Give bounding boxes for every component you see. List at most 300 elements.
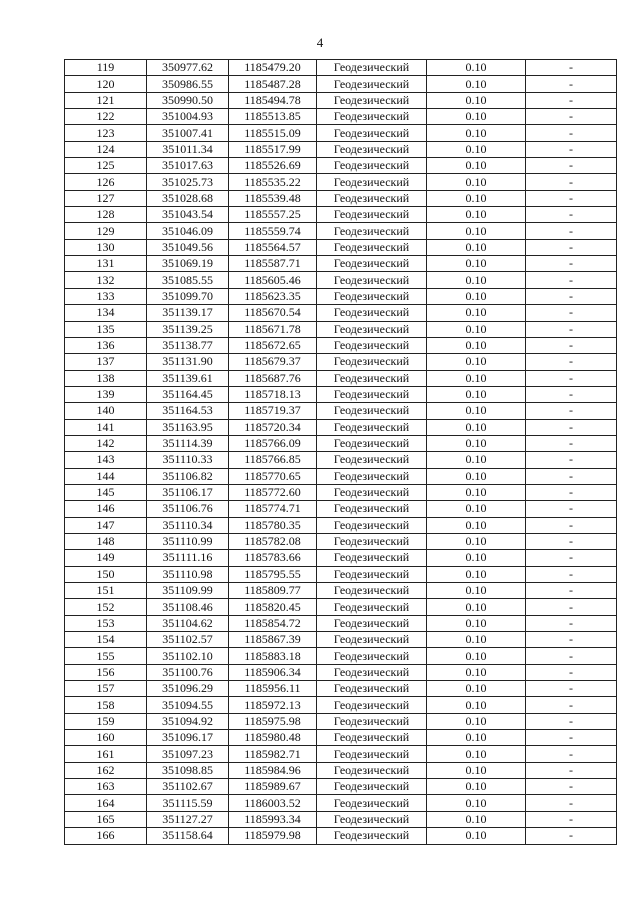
x-coordinate-cell: 351004.93 [147,109,229,125]
method-cell: Геодезический [317,158,427,174]
point-number-cell: 129 [65,223,147,239]
method-cell: Геодезический [317,484,427,500]
point-number-cell: 135 [65,321,147,337]
x-coordinate-cell: 351017.63 [147,158,229,174]
method-cell: Геодезический [317,550,427,566]
point-number-cell: 126 [65,174,147,190]
point-number-cell: 162 [65,762,147,778]
table-row [65,681,617,697]
method-cell: Геодезический [317,468,427,484]
x-coordinate-cell: 351138.77 [147,337,229,353]
table-row [65,468,617,484]
y-coordinate-cell: 1185782.08 [229,533,317,549]
description-cell: - [526,762,617,778]
point-number-cell: 142 [65,435,147,451]
table-row [65,713,617,729]
x-coordinate-cell: 350977.62 [147,60,229,76]
point-number-cell: 155 [65,648,147,664]
table-row [65,419,617,435]
accuracy-cell: 0.10 [427,730,526,746]
accuracy-cell: 0.10 [427,76,526,92]
description-cell: - [526,272,617,288]
description-cell: - [526,386,617,402]
accuracy-cell: 0.10 [427,272,526,288]
x-coordinate-cell: 351102.67 [147,779,229,795]
x-coordinate-cell: 351163.95 [147,419,229,435]
method-cell: Геодезический [317,599,427,615]
table-row [65,599,617,615]
x-coordinate-cell: 351094.92 [147,713,229,729]
method-cell: Геодезический [317,174,427,190]
description-cell: - [526,632,617,648]
table-row [65,223,617,239]
x-coordinate-cell: 351114.39 [147,435,229,451]
table-row [65,615,617,631]
description-cell: - [526,795,617,811]
description-cell: - [526,746,617,762]
point-number-cell: 119 [65,60,147,76]
y-coordinate-cell: 1185494.78 [229,92,317,108]
method-cell: Геодезический [317,730,427,746]
table-row [65,305,617,321]
x-coordinate-cell: 351110.99 [147,533,229,549]
y-coordinate-cell: 1185980.48 [229,730,317,746]
method-cell: Геодезический [317,795,427,811]
x-coordinate-cell: 351043.54 [147,207,229,223]
accuracy-cell: 0.10 [427,435,526,451]
point-number-cell: 156 [65,664,147,680]
description-cell: - [526,648,617,664]
accuracy-cell: 0.10 [427,174,526,190]
coordinates-table-body [65,60,617,845]
point-number-cell: 152 [65,599,147,615]
method-cell: Геодезический [317,321,427,337]
method-cell: Геодезический [317,370,427,386]
method-cell: Геодезический [317,239,427,255]
accuracy-cell: 0.10 [427,615,526,631]
x-coordinate-cell: 351011.34 [147,141,229,157]
coordinates-table [64,59,617,845]
point-number-cell: 144 [65,468,147,484]
accuracy-cell: 0.10 [427,452,526,468]
description-cell: - [526,305,617,321]
method-cell: Геодезический [317,223,427,239]
method-cell: Геодезический [317,386,427,402]
accuracy-cell: 0.10 [427,566,526,582]
method-cell: Геодезический [317,419,427,435]
description-cell: - [526,583,617,599]
method-cell: Геодезический [317,207,427,223]
method-cell: Геодезический [317,501,427,517]
point-number-cell: 141 [65,419,147,435]
x-coordinate-cell: 351108.46 [147,599,229,615]
point-number-cell: 151 [65,583,147,599]
x-coordinate-cell: 351099.70 [147,288,229,304]
y-coordinate-cell: 1185772.60 [229,484,317,500]
description-cell: - [526,681,617,697]
x-coordinate-cell: 351097.23 [147,746,229,762]
method-cell: Геодезический [317,452,427,468]
y-coordinate-cell: 1185539.48 [229,190,317,206]
method-cell: Геодезический [317,681,427,697]
x-coordinate-cell: 351085.55 [147,272,229,288]
point-number-cell: 157 [65,681,147,697]
y-coordinate-cell: 1185783.66 [229,550,317,566]
accuracy-cell: 0.10 [427,501,526,517]
description-cell: - [526,190,617,206]
y-coordinate-cell: 1185766.85 [229,452,317,468]
y-coordinate-cell: 1185687.76 [229,370,317,386]
table-row [65,730,617,746]
accuracy-cell: 0.10 [427,223,526,239]
method-cell: Геодезический [317,697,427,713]
accuracy-cell: 0.10 [427,288,526,304]
description-cell: - [526,223,617,239]
accuracy-cell: 0.10 [427,125,526,141]
x-coordinate-cell: 351096.29 [147,681,229,697]
table-row [65,533,617,549]
description-cell: - [526,566,617,582]
y-coordinate-cell: 1185719.37 [229,403,317,419]
method-cell: Геодезический [317,435,427,451]
x-coordinate-cell: 351096.17 [147,730,229,746]
point-number-cell: 166 [65,828,147,844]
x-coordinate-cell: 351102.57 [147,632,229,648]
point-number-cell: 164 [65,795,147,811]
y-coordinate-cell: 1185795.55 [229,566,317,582]
accuracy-cell: 0.10 [427,681,526,697]
description-cell: - [526,452,617,468]
method-cell: Геодезический [317,256,427,272]
point-number-cell: 124 [65,141,147,157]
y-coordinate-cell: 1185564.57 [229,239,317,255]
method-cell: Геодезический [317,811,427,827]
method-cell: Геодезический [317,305,427,321]
table-row [65,484,617,500]
description-cell: - [526,109,617,125]
description-cell: - [526,60,617,76]
method-cell: Геодезический [317,354,427,370]
y-coordinate-cell: 1185718.13 [229,386,317,402]
y-coordinate-cell: 1185972.13 [229,697,317,713]
y-coordinate-cell: 1185517.99 [229,141,317,157]
point-number-cell: 128 [65,207,147,223]
y-coordinate-cell: 1185984.96 [229,762,317,778]
accuracy-cell: 0.10 [427,484,526,500]
description-cell: - [526,288,617,304]
description-cell: - [526,697,617,713]
table-row [65,779,617,795]
point-number-cell: 159 [65,713,147,729]
table-row [65,566,617,582]
accuracy-cell: 0.10 [427,354,526,370]
description-cell: - [526,713,617,729]
description-cell: - [526,76,617,92]
page-number: 4 [316,35,324,50]
x-coordinate-cell: 351109.99 [147,583,229,599]
method-cell: Геодезический [317,109,427,125]
accuracy-cell: 0.10 [427,370,526,386]
table-row [65,583,617,599]
point-number-cell: 160 [65,730,147,746]
point-number-cell: 165 [65,811,147,827]
y-coordinate-cell: 1185780.35 [229,517,317,533]
y-coordinate-cell: 1185989.67 [229,779,317,795]
description-cell: - [526,501,617,517]
method-cell: Геодезический [317,76,427,92]
accuracy-cell: 0.10 [427,239,526,255]
x-coordinate-cell: 351100.76 [147,664,229,680]
x-coordinate-cell: 351110.98 [147,566,229,582]
y-coordinate-cell: 1185720.34 [229,419,317,435]
x-coordinate-cell: 351131.90 [147,354,229,370]
point-number-cell: 139 [65,386,147,402]
y-coordinate-cell: 1185605.46 [229,272,317,288]
table-row [65,92,617,108]
method-cell: Геодезический [317,779,427,795]
accuracy-cell: 0.10 [427,321,526,337]
point-number-cell: 125 [65,158,147,174]
x-coordinate-cell: 351069.19 [147,256,229,272]
x-coordinate-cell: 351111.16 [147,550,229,566]
description-cell: - [526,533,617,549]
table-row [65,452,617,468]
description-cell: - [526,239,617,255]
method-cell: Геодезический [317,288,427,304]
table-row [65,517,617,533]
x-coordinate-cell: 351139.17 [147,305,229,321]
table-row [65,158,617,174]
point-number-cell: 161 [65,746,147,762]
y-coordinate-cell: 1185479.20 [229,60,317,76]
y-coordinate-cell: 1185623.35 [229,288,317,304]
table-row [65,239,617,255]
point-number-cell: 146 [65,501,147,517]
method-cell: Геодезический [317,664,427,680]
description-cell: - [526,158,617,174]
point-number-cell: 130 [65,239,147,255]
point-number-cell: 120 [65,76,147,92]
y-coordinate-cell: 1185557.25 [229,207,317,223]
y-coordinate-cell: 1185526.69 [229,158,317,174]
table-row [65,141,617,157]
table-row [65,321,617,337]
y-coordinate-cell: 1185770.65 [229,468,317,484]
x-coordinate-cell: 351110.34 [147,517,229,533]
method-cell: Геодезический [317,648,427,664]
table-row [65,190,617,206]
y-coordinate-cell: 1185982.71 [229,746,317,762]
y-coordinate-cell: 1185774.71 [229,501,317,517]
y-coordinate-cell: 1185906.34 [229,664,317,680]
x-coordinate-cell: 351025.73 [147,174,229,190]
accuracy-cell: 0.10 [427,256,526,272]
table-row [65,370,617,386]
description-cell: - [526,468,617,484]
x-coordinate-cell: 351094.55 [147,697,229,713]
table-row [65,256,617,272]
description-cell: - [526,419,617,435]
table-row [65,664,617,680]
x-coordinate-cell: 351164.53 [147,403,229,419]
accuracy-cell: 0.10 [427,828,526,844]
table-row [65,174,617,190]
x-coordinate-cell: 351046.09 [147,223,229,239]
point-number-cell: 147 [65,517,147,533]
x-coordinate-cell: 351110.33 [147,452,229,468]
accuracy-cell: 0.10 [427,141,526,157]
method-cell: Геодезический [317,92,427,108]
accuracy-cell: 0.10 [427,713,526,729]
point-number-cell: 133 [65,288,147,304]
description-cell: - [526,517,617,533]
method-cell: Геодезический [317,337,427,353]
accuracy-cell: 0.10 [427,648,526,664]
method-cell: Геодезический [317,403,427,419]
y-coordinate-cell: 1185671.78 [229,321,317,337]
description-cell: - [526,354,617,370]
method-cell: Геодезический [317,517,427,533]
description-cell: - [526,370,617,386]
accuracy-cell: 0.10 [427,517,526,533]
point-number-cell: 132 [65,272,147,288]
x-coordinate-cell: 351049.56 [147,239,229,255]
method-cell: Геодезический [317,533,427,549]
accuracy-cell: 0.10 [427,468,526,484]
point-number-cell: 150 [65,566,147,582]
x-coordinate-cell: 351127.27 [147,811,229,827]
accuracy-cell: 0.10 [427,779,526,795]
table-row [65,648,617,664]
point-number-cell: 131 [65,256,147,272]
point-number-cell: 163 [65,779,147,795]
accuracy-cell: 0.10 [427,762,526,778]
method-cell: Геодезический [317,60,427,76]
method-cell: Геодезический [317,746,427,762]
method-cell: Геодезический [317,566,427,582]
y-coordinate-cell: 1185979.98 [229,828,317,844]
accuracy-cell: 0.10 [427,533,526,549]
accuracy-cell: 0.10 [427,337,526,353]
y-coordinate-cell: 1185809.77 [229,583,317,599]
table-row [65,550,617,566]
y-coordinate-cell: 1186003.52 [229,795,317,811]
y-coordinate-cell: 1185956.11 [229,681,317,697]
method-cell: Геодезический [317,583,427,599]
method-cell: Геодезический [317,125,427,141]
table-row [65,76,617,92]
x-coordinate-cell: 351028.68 [147,190,229,206]
accuracy-cell: 0.10 [427,109,526,125]
accuracy-cell: 0.10 [427,92,526,108]
x-coordinate-cell: 351098.85 [147,762,229,778]
accuracy-cell: 0.10 [427,60,526,76]
x-coordinate-cell: 351102.10 [147,648,229,664]
method-cell: Геодезический [317,190,427,206]
x-coordinate-cell: 350990.50 [147,92,229,108]
description-cell: - [526,141,617,157]
point-number-cell: 154 [65,632,147,648]
table-row [65,272,617,288]
table-row [65,386,617,402]
accuracy-cell: 0.10 [427,190,526,206]
table-row [65,435,617,451]
description-cell: - [526,92,617,108]
description-cell: - [526,256,617,272]
x-coordinate-cell: 351158.64 [147,828,229,844]
point-number-cell: 123 [65,125,147,141]
method-cell: Геодезический [317,828,427,844]
table-row [65,288,617,304]
point-number-cell: 158 [65,697,147,713]
accuracy-cell: 0.10 [427,550,526,566]
table-row [65,697,617,713]
point-number-cell: 121 [65,92,147,108]
point-number-cell: 138 [65,370,147,386]
method-cell: Геодезический [317,272,427,288]
table-row [65,795,617,811]
x-coordinate-cell: 351106.17 [147,484,229,500]
description-cell: - [526,615,617,631]
point-number-cell: 143 [65,452,147,468]
point-number-cell: 149 [65,550,147,566]
table-row [65,354,617,370]
description-cell: - [526,337,617,353]
description-cell: - [526,484,617,500]
point-number-cell: 153 [65,615,147,631]
y-coordinate-cell: 1185487.28 [229,76,317,92]
y-coordinate-cell: 1185883.18 [229,648,317,664]
x-coordinate-cell: 351139.61 [147,370,229,386]
description-cell: - [526,811,617,827]
y-coordinate-cell: 1185975.98 [229,713,317,729]
accuracy-cell: 0.10 [427,599,526,615]
table-row [65,337,617,353]
point-number-cell: 127 [65,190,147,206]
x-coordinate-cell: 351106.82 [147,468,229,484]
y-coordinate-cell: 1185587.71 [229,256,317,272]
table-row [65,811,617,827]
y-coordinate-cell: 1185515.09 [229,125,317,141]
accuracy-cell: 0.10 [427,697,526,713]
method-cell: Геодезический [317,615,427,631]
point-number-cell: 136 [65,337,147,353]
accuracy-cell: 0.10 [427,403,526,419]
description-cell: - [526,550,617,566]
table-row [65,828,617,844]
x-coordinate-cell: 351139.25 [147,321,229,337]
y-coordinate-cell: 1185672.65 [229,337,317,353]
y-coordinate-cell: 1185559.74 [229,223,317,239]
method-cell: Геодезический [317,762,427,778]
y-coordinate-cell: 1185513.85 [229,109,317,125]
y-coordinate-cell: 1185820.45 [229,599,317,615]
x-coordinate-cell: 351164.45 [147,386,229,402]
point-number-cell: 148 [65,533,147,549]
accuracy-cell: 0.10 [427,583,526,599]
description-cell: - [526,125,617,141]
description-cell: - [526,403,617,419]
accuracy-cell: 0.10 [427,664,526,680]
x-coordinate-cell: 351007.41 [147,125,229,141]
y-coordinate-cell: 1185679.37 [229,354,317,370]
accuracy-cell: 0.10 [427,746,526,762]
description-cell: - [526,599,617,615]
point-number-cell: 145 [65,484,147,500]
method-cell: Геодезический [317,632,427,648]
x-coordinate-cell: 351104.62 [147,615,229,631]
description-cell: - [526,435,617,451]
